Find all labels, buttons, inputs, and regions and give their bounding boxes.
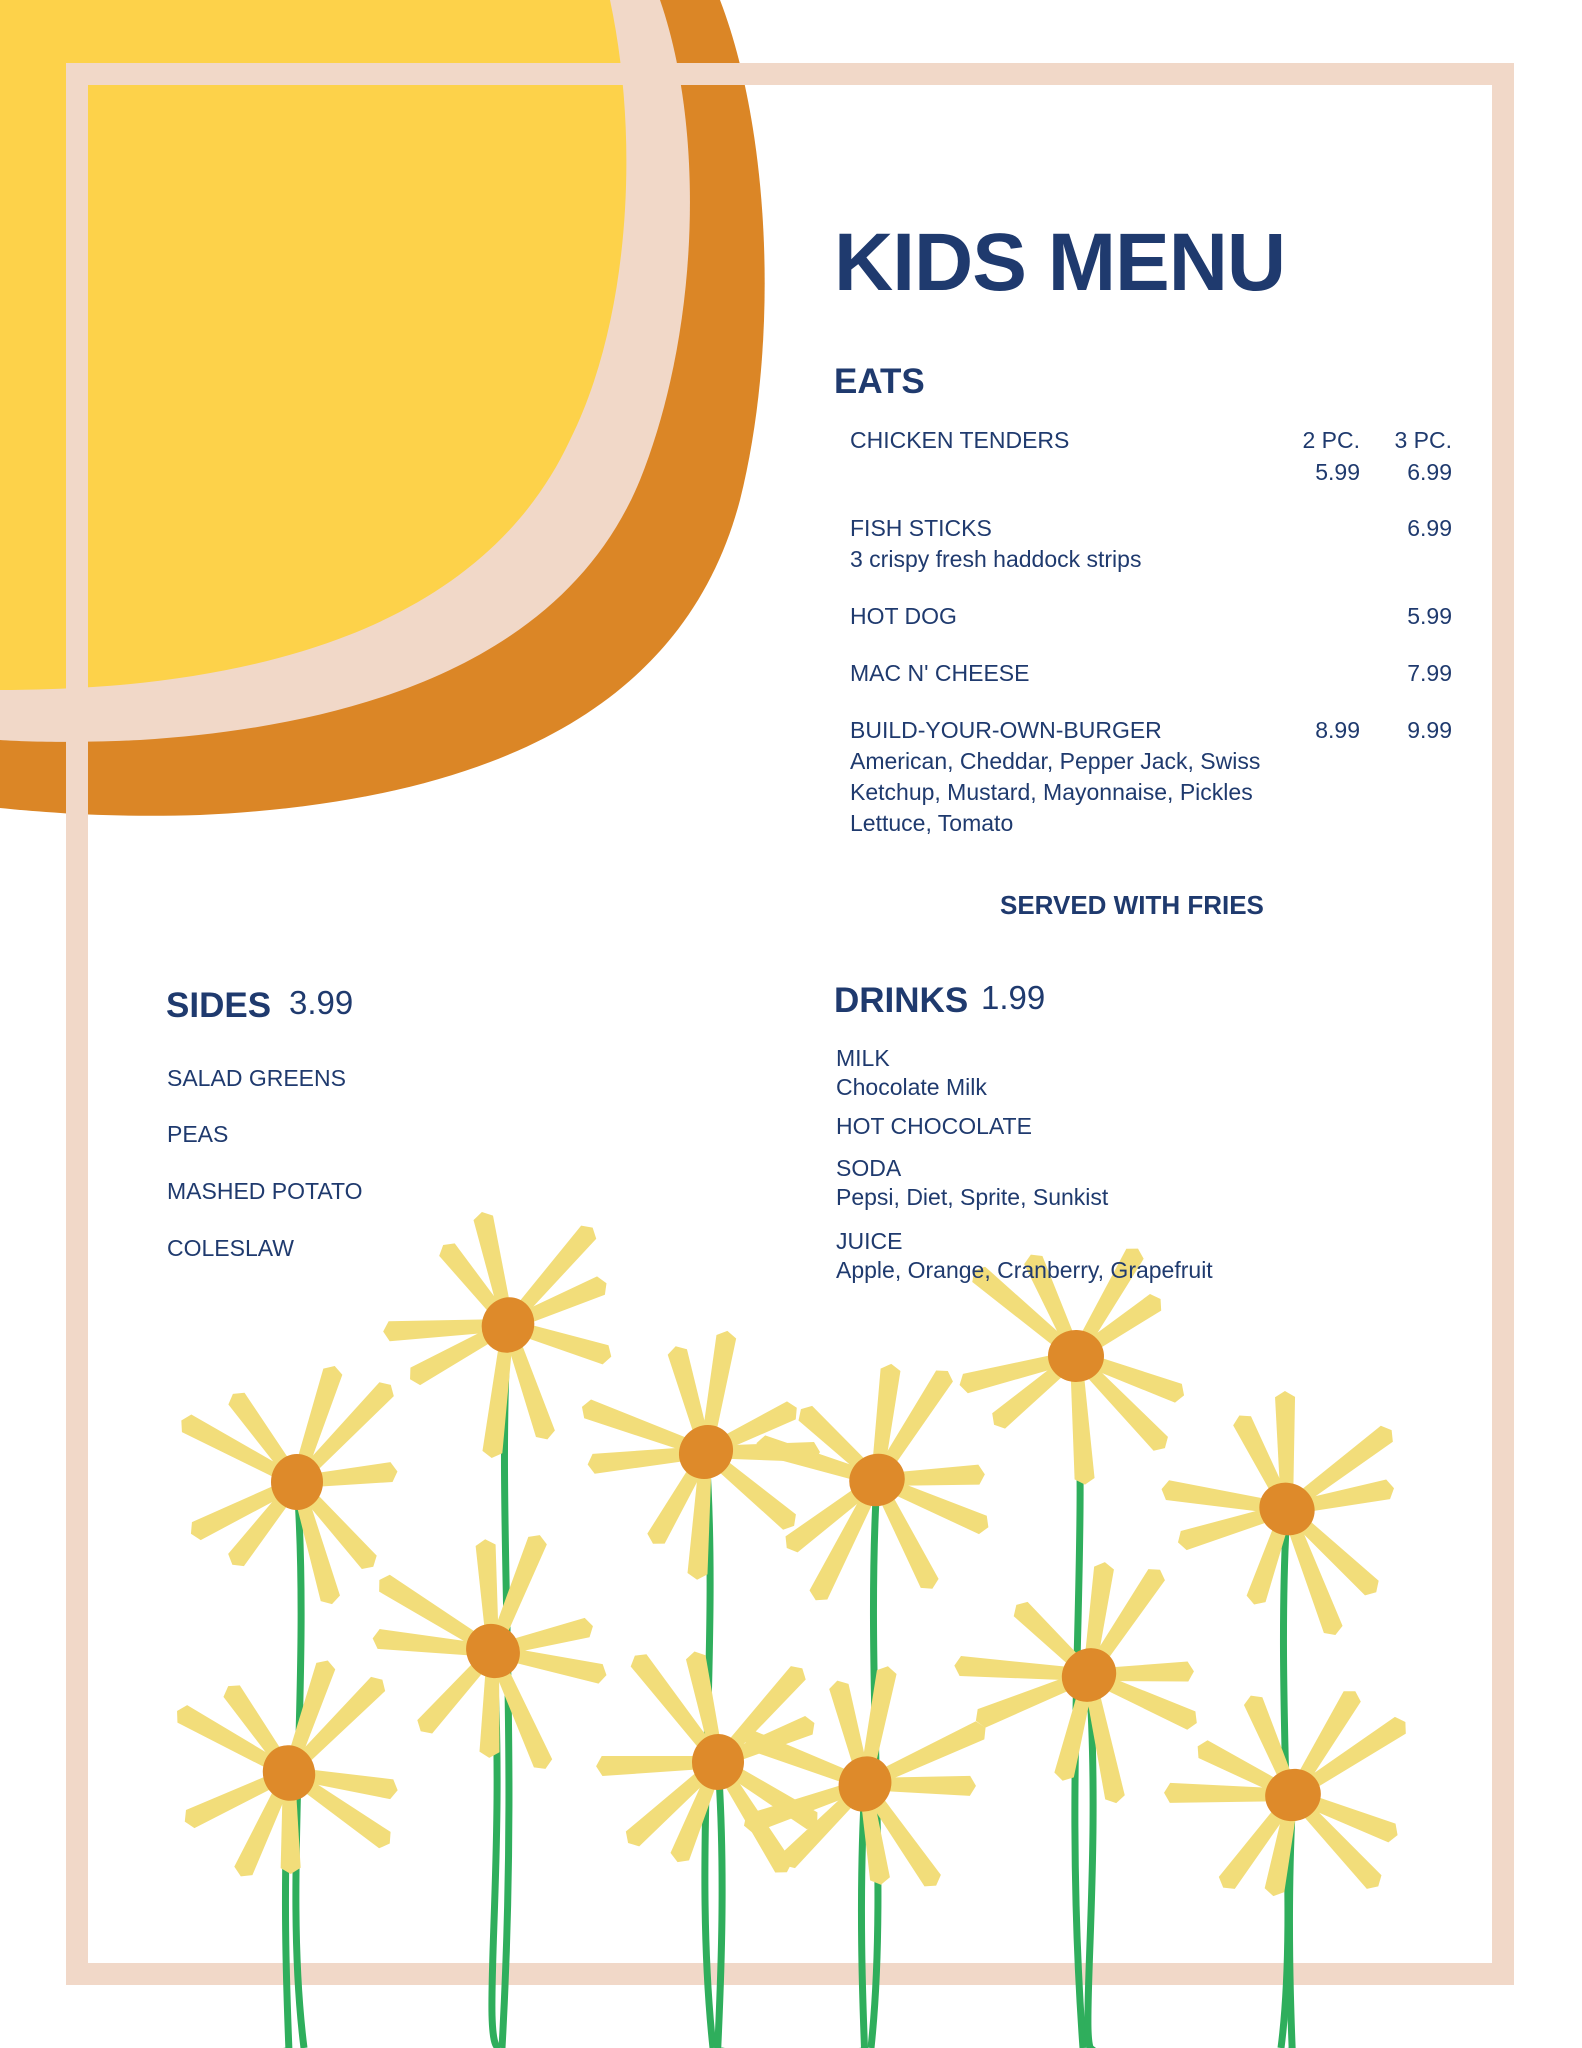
drink-description: Pepsi, Diet, Sprite, Sunkist: [836, 1184, 1109, 1210]
menu-item-hot-dog: HOT DOG: [850, 603, 957, 629]
served-with-fries-note: SERVED WITH FRIES: [1000, 890, 1264, 920]
flower-stem: [717, 1762, 725, 2048]
drink-item-hot-chocolate: [836, 1112, 1032, 1141]
daisy-flower: [146, 1634, 440, 1910]
item-description: Lettuce, Tomato: [850, 810, 1014, 836]
daisy-flower: [1141, 1653, 1453, 1944]
drink-name: HOT CHOCOLATE: [836, 1113, 1032, 1139]
menu-item-chicken-tenders: CHICKEN TENDERS: [850, 427, 1070, 453]
drinks-price: 1.99: [981, 979, 1046, 1016]
item-name: FISH STICKS: [850, 515, 992, 541]
daisy-flower: [349, 1164, 657, 1489]
daisy-flower: [545, 1290, 862, 1607]
sides-heading: SIDES: [166, 986, 272, 1025]
menu-item-mac-n-cheese: MAC N' CHEESE: [850, 660, 1030, 686]
item-description: American, Cheddar, Pepper Jack, Swiss: [850, 748, 1261, 774]
drink-item-milk: [836, 1044, 987, 1102]
price-chicken-tenders-2pc: 5.99: [1315, 459, 1360, 485]
page-title: KIDS MENU: [834, 217, 1286, 308]
menu-item-build-your-own-burger: [850, 715, 1260, 839]
side-item: MASHED POTATO: [167, 1178, 363, 1204]
side-item: COLESLAW: [167, 1235, 294, 1261]
item-name: BUILD-YOUR-OWN-BURGER: [850, 717, 1162, 743]
flower-center: [271, 1454, 323, 1510]
side-item: PEAS: [167, 1121, 229, 1147]
drinks-heading: DRINKS: [834, 981, 969, 1020]
eats-col-2pc: 2 PC.: [1302, 427, 1360, 453]
daisy-flower: [177, 1363, 399, 1607]
price-chicken-tenders-3pc: 6.99: [1407, 459, 1452, 485]
drink-description: Apple, Orange, Cranberry, Grapefruit: [836, 1257, 1213, 1283]
price-burger-a: 8.99: [1315, 717, 1360, 743]
drink-item-juice: [836, 1227, 1213, 1285]
eats-col-3pc: 3 PC.: [1394, 427, 1452, 453]
item-description: 3 crispy fresh haddock strips: [850, 546, 1142, 572]
drink-description: Chocolate Milk: [836, 1074, 987, 1100]
drink-name: SODA: [836, 1155, 902, 1181]
price-burger-b: 9.99: [1407, 717, 1452, 743]
drink-name: JUICE: [836, 1228, 903, 1254]
price-hot-dog: 5.99: [1407, 603, 1452, 629]
price-mac-n-cheese: 7.99: [1407, 660, 1452, 686]
drink-name: MILK: [836, 1045, 890, 1071]
item-description: Ketchup, Mustard, Mayonnaise, Pickles: [850, 779, 1253, 805]
side-item: SALAD GREENS: [167, 1065, 346, 1091]
eats-heading: EATS: [834, 362, 925, 401]
price-fish-sticks: 6.99: [1407, 515, 1452, 541]
menu-item-fish-sticks: [850, 513, 1141, 575]
drink-item-soda: [836, 1154, 1108, 1212]
sides-price: 3.99: [289, 984, 354, 1021]
